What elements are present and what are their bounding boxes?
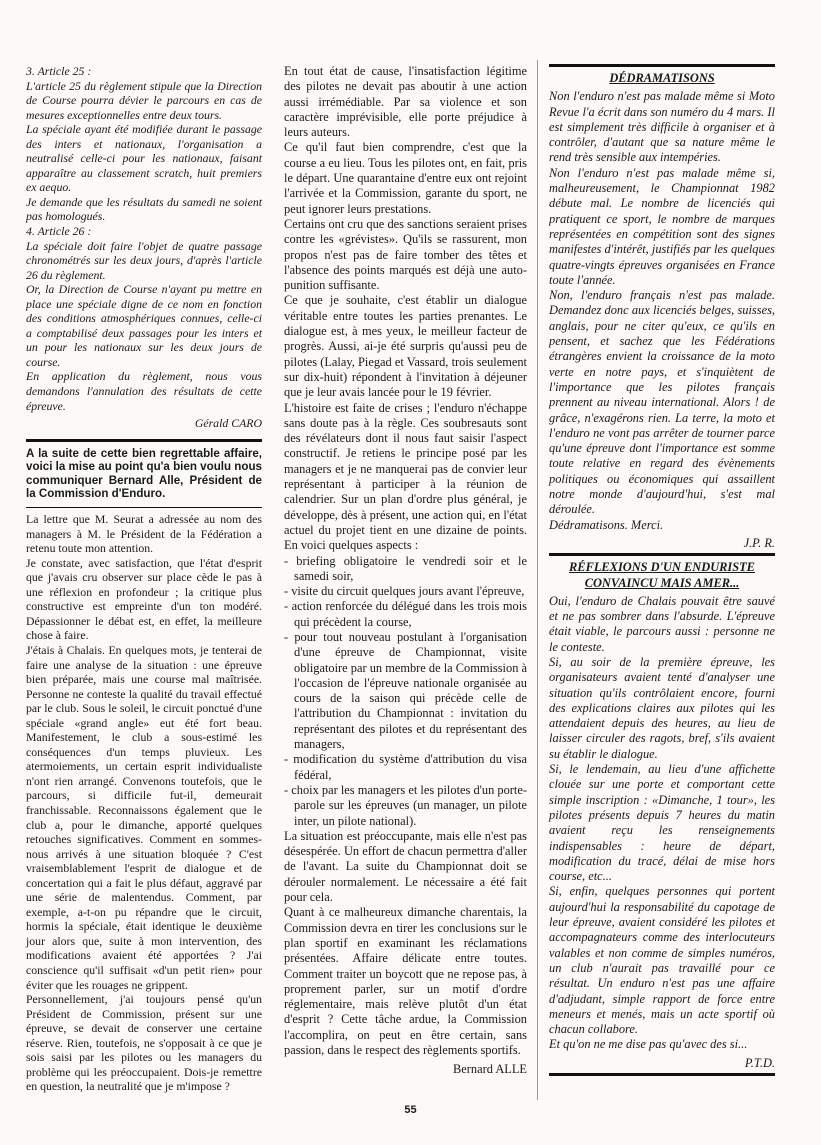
paragraph: Ce que je souhaite, c'est établir un dialogue véritable entre toutes les parties prenantes. Le dialogue est, à mes yeux, le meilleur facteur de progrès. Aussi, ai-je été surpris qu'aussi peu de pilotes (Lalay, Piegad et Vassard, trois seulement sur dix-huit) répondent à l'invitation à déjeuner que je leur avais lancée pour le 19 février. [284, 293, 527, 400]
divider [549, 553, 775, 556]
paragraph: Non l'enduro n'est pas malade même si, malheureusement, le Championnat 1982 débute mal. Le nombre de licenciés qui pratiquent ce sport, le nombre de marques représentées en compétition sont des signes manifestes d'intérêt, justifiés par les quelques quatre-vingts épreuves organisées en France toute l'année. [549, 165, 775, 287]
page-number: 55 [404, 1104, 417, 1116]
paragraph: Ce qu'il faut bien comprendre, c'est que la course a eu lieu. Tous les pilotes ont, en fait, pris le départ. Une quarantaine d'entre eux ont rejoint l'arrivée et la Commission, garante du sport, ne peut ignorer leurs prestations. [284, 140, 527, 216]
paragraph: La situation est préoccupante, mais elle n'est pas désespérée. Un effort de chacun permettra d'aller de l'avant. La suite du Championnat doit se dérouler normalement. Le nécessaire a été fait pour cela. [284, 828, 527, 905]
divider [549, 64, 775, 67]
box-title: DÉDRAMATISONS [609, 71, 715, 85]
paragraph: L'histoire est faite de crises ; l'enduro n'échappe sans doute pas à la règle. Ces soubresauts sont des révélateurs dont il nous faut saisir l'aspect constructif. Je retiens le principe posé par les managers et je ne manquerai pas de convier leur représentant à participer à la réunion de calendrier. Sur un plan d'ordre plus général, je développe, dès à présent, une action qui, en l'état actuel du projet tient en une dizaine de points. En voici quelques aspects : [284, 400, 527, 553]
paragraph: Non, l'enduro français n'est pas malade. Demandez donc aux licenciés belges, suisses, anglais, pour ne citer qu'eux, ce qu'ils en pensent, et sachez que les Fédérations étrangères envient la croissance de la moto verte en notre pays, et s'inquiètent de l'importance que les pilotes français prennent au niveau international. Alors ! de grâce, n'exagérons rien. La terre, la moto et l'enduro ne vont pas arrêter de tourner parce qu'une épreuve dont l'importance est somme toute relative en regard des évènements politiques ou économiques qui assaillent notre monde d'aujourd'hui, s'est mal déroulée. [549, 288, 775, 517]
signature: Bernard ALLE [453, 1062, 527, 1077]
list-item: - briefing obligatoire le vendredi soir et le samedi soir, [284, 553, 527, 583]
paragraph: Je constate, avec satisfaction, que l'état d'esprit que j'avais cru observer sur place cède le pas à une réflexion en profondeur ; la critique plus constructive est empreinte d'un ton modéré. Dépassionner le débat est, en effet, la meilleure chose à faire. [26, 555, 262, 643]
paragraph: L'article 25 du règlement stipule que la Direction de Course pourra dévier le parcours en cas de mesures exceptionnelles entre deux tours. [26, 78, 262, 122]
paragraph: Quant à ce malheureux dimanche charentais, la Commission devra en tirer les conclusions sur le plan sportif en examinant les réclamations présentées. Affaire délicate entre toutes. Comment traiter un boycott que ne repose pas, à proprement parler, sur un motif d'ordre réglementaire, mais relève plutôt d'un état d'esprit ? Cette tâche ardue, la Commission l'accomplira, on peut en être certain, sans passion, dans le respect des règlements sportifs. [284, 905, 527, 1057]
paragraph: Certains ont cru que des sanctions seraient prises contre les «grévistes». Qu'ils se rassurent, mon propos n'est pas de faire tomber des têtes et l'absence des points marqués est déjà une auto-punition suffisante. [284, 216, 527, 293]
paragraph: La spéciale doit faire l'objet de quatre passage chronométrés sur les deux jours, d'après l'article 26 du règlement. [26, 238, 262, 282]
signature: J.P. R. [743, 535, 775, 550]
divider [26, 507, 262, 508]
paragraph: Dédramatisons. Merci. [549, 517, 664, 532]
column-left [26, 64, 262, 1094]
paragraph: Si, au soir de la première épreuve, les organisateurs avaient tenté d'analyser une situation qu'ils contrôlaient encore, fourni des explications claires aux pilotes qui les attendaient depuis des heures, au lieu de laisser circuler des ragots, bref, s'ils avaient su établir le dialogue. [549, 654, 775, 761]
list-item: - modification du système d'attribution du visa fédéral, [284, 752, 527, 782]
paragraph: Je demande que les résultats du samedi ne soient pas homologués. [26, 194, 262, 224]
list-item: - choix par les managers et les pilotes d'un porte-parole sur les épreuves (un manager, un pilote inter, un pilote national). [284, 782, 527, 828]
signature: P.T.D. [744, 1055, 775, 1070]
paragraph: Or, la Direction de Course n'ayant pu mettre en place une spéciale digne de ce nom en fonction des conditions atmosphériques connues, celle-ci a comptabilisé deux passages pour les inters et un pour les nationaux sur les deux jours de course. [26, 282, 262, 369]
paragraph: J'étais à Chalais. En quelques mots, je tenterai de faire une analyse de la situation : une épreuve bien préparée, mais une course mal maîtrisée. Personne ne conteste la qualité du travail effectué par le club. Sous le soleil, le circuit ponctué d'une spéciale «grand angle» eut été fort beau. Manifestement, le club a sous-estimé les conséquences d'un temps pluvieux. Les atermoiements, un certain esprit individualiste n'ont rien arrangé. Convenons toutefois, que le parcours, si difficile fut-il, demeurait franchissable. Reconnaissons également que le club a, pour le dimanche, apporté quelques retouches significatives. Comment en sommes-nous arrivés à une situation bloquée ? C'est vraisemblablement l'esprit de dialogue et de concertation qui a fait le plus défaut, aggravé par une série de malentendus. Comment, par exemple, a-t-on pu répandre que le circuit, hormis la spéciale, était identique le deuxième jour alors que, suite à mon intervention, des modifications avaient été apportées ? J'ai conscience qu'il suffisait «d'un petit rien» pour éviter que les rouages ne grippent. [26, 642, 262, 992]
intro-text: A la suite de cette bien regrettable affaire, voici la mise au point qu'a bien voulu nous communiquer Bernard Alle, Président de la Commission d'Enduro. [26, 446, 262, 501]
paragraph: Personnellement, j'ai toujours pensé qu'un Président de Commission, présent sur une épreuve, se devait de conserver une certaine réserve. Rien, toutefois, ne s'opposait à ce que je sois saisi par les pilotes ou les managers du problème qui les préoccupaient. Dois-je remettre en question, la neutralité que je m'impose ? [26, 992, 262, 1094]
paragraph: Oui, l'enduro de Chalais pouvait être sauvé et ne pas sombrer dans l'absurde. L'épreuve était viable, le parcours aussi : personne ne le conteste. [549, 593, 775, 654]
list-item: - pour tout nouveau postulant à l'organisation d'une épreuve de Championnat, visite obligatoire par un membre de la Commission à l'occasion de l'épreuve nationale organisée au cours de la saison qui précède celle de l'attribution du Championnat : invitation du représentant des pilotes et du représentant des managers, [284, 629, 527, 752]
paragraph: Si, le lendemain, au lieu d'une affichette clouée sur une porte et comportant cette simple inscription : «Dimanche, 1 tour», les pilotes présents depuis 7 heures du matin avaient reçu les renseignements indispensables : heure de départ, modification du tracé, délai de mise hors course, etc... [549, 762, 775, 884]
paragraph: Et qu'on ne me dise pas qu'avec des si... [549, 1037, 748, 1052]
signature: Gérald CARO [194, 416, 262, 431]
paragraph: En application du règlement, nous vous demandons l'annulation des résultats de cette épreuve. [26, 369, 262, 413]
list-item: - action renforcée du délégué dans les trois mois qui précèdent la course, [284, 599, 527, 629]
divider [26, 439, 262, 442]
column-middle [284, 64, 527, 1078]
column-right [549, 64, 775, 1076]
paragraph: Non l'enduro n'est pas malade même si Moto Revue l'a écrit dans son numéro du 4 mars. Il est simplement très difficile à organiser et à contrôler, d'autant que sa nature même le rend très sensible aux intempéries. [549, 89, 775, 165]
column-divider [537, 60, 538, 1100]
list-item: - visite du circuit quelques jours avant l'épreuve, [284, 584, 525, 599]
paragraph: La lettre que M. Seurat a adressée au nom des managers à M. le Président de la Fédération a retenu toute mon attention. [26, 512, 262, 556]
article-heading: 4. Article 26 : [26, 224, 92, 239]
paragraph: Si, enfin, quelques personnes qui portent aujourd'hui la responsabilité du capotage de leur épreuve, avaient considéré les pilotes et accompagnateurs comme des interlocuteurs valables et non comme de simples numéros, un club n'aurait pas travaillé pour ce résultat. Un enduro n'est pas une affaire d'adjudant, simple rapport de force entre meneurs et menés, mais un acte sportif où chacun collabore. [549, 884, 775, 1037]
divider [549, 1073, 775, 1076]
article-heading: 3. Article 25 : [26, 64, 92, 78]
paragraph: La spéciale ayant été modifiée durant le passage des inters et nationaux, l'organisation a neutralisé celle-ci pour les nationaux, faisant apparaître au classement scratch, huit premiers ex aequo. [26, 122, 262, 195]
paragraph: En tout état de cause, l'insatisfaction légitime des pilotes ne devait pas aboutir à une action aussi irrémédiable. Par sa violence et son caractère imprévisible, elle porte préjudice à leurs auteurs. [284, 64, 527, 140]
box-title: RÉFLEXIONS D'UN ENDURISTE CONVAINCU MAIS AMER... [569, 560, 755, 590]
